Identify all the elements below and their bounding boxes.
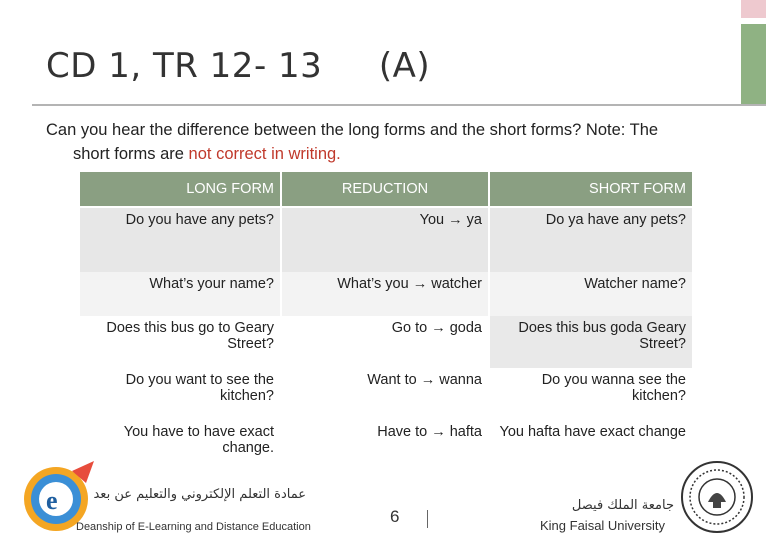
table-row [80,208,694,272]
short-form-cell: Does this bus goda Geary Street? [490,316,694,368]
slide-title: CD 1, TR 12- 13 (A) [46,46,431,86]
long-form-cell: Do you have any pets? [80,208,282,272]
accent-bar-pink [741,0,766,18]
intro-red-note: not correct in writing. [188,145,341,163]
short-form-cell: Do ya have any pets? [490,208,694,272]
table-header-row [80,172,694,208]
table-row [80,272,694,316]
short-form-cell: You hafta have exact change [490,420,694,472]
table-row [80,368,694,420]
footer-divider [427,510,428,528]
long-form-cell: What’s your name? [80,272,282,316]
long-form-cell: You have to have exact change. [80,420,282,472]
university-arabic: جامعة الملك فيصل [571,498,674,513]
svg-text:e: e [46,486,58,515]
page-number: 6 [390,507,400,526]
long-form-cell: Does this bus go to Geary Street? [80,316,282,368]
reduction-cell: Go to → goda [282,316,490,368]
deanship-name: Deanship of E-Learning and Distance Education [76,521,311,533]
long-form-cell: Do you want to see the kitchen? [80,368,282,420]
title-divider [32,104,766,106]
reduction-cell: You → ya [282,208,490,272]
table-row [80,316,694,368]
university-seal-icon [680,460,754,534]
header-short-form: SHORT FORM [490,172,694,208]
university-name: King Faisal University [540,518,665,533]
reduction-cell: What’s you → watcher [282,272,490,316]
short-form-cell: Do you wanna see the kitchen? [490,368,694,420]
header-long-form: LONG FORM [80,172,282,208]
intro-line-2-prefix: short forms are [73,145,189,163]
intro-line-2 [46,142,746,166]
short-form-cell: Watcher name? [490,272,694,316]
intro-line-1: Can you hear the difference between the long forms and the short forms? Note: The [46,121,659,139]
accent-bar-green [741,24,766,106]
table-row [80,420,694,472]
deanship-arabic: عمادة التعلم الإلكتروني والتعليم عن بعد [93,487,306,502]
forms-table [80,172,694,472]
reduction-cell: Want to → wanna [282,368,490,420]
header-reduction: REDUCTION [282,172,490,208]
reduction-cell: Have to → hafta [282,420,490,472]
intro-text [46,118,746,166]
